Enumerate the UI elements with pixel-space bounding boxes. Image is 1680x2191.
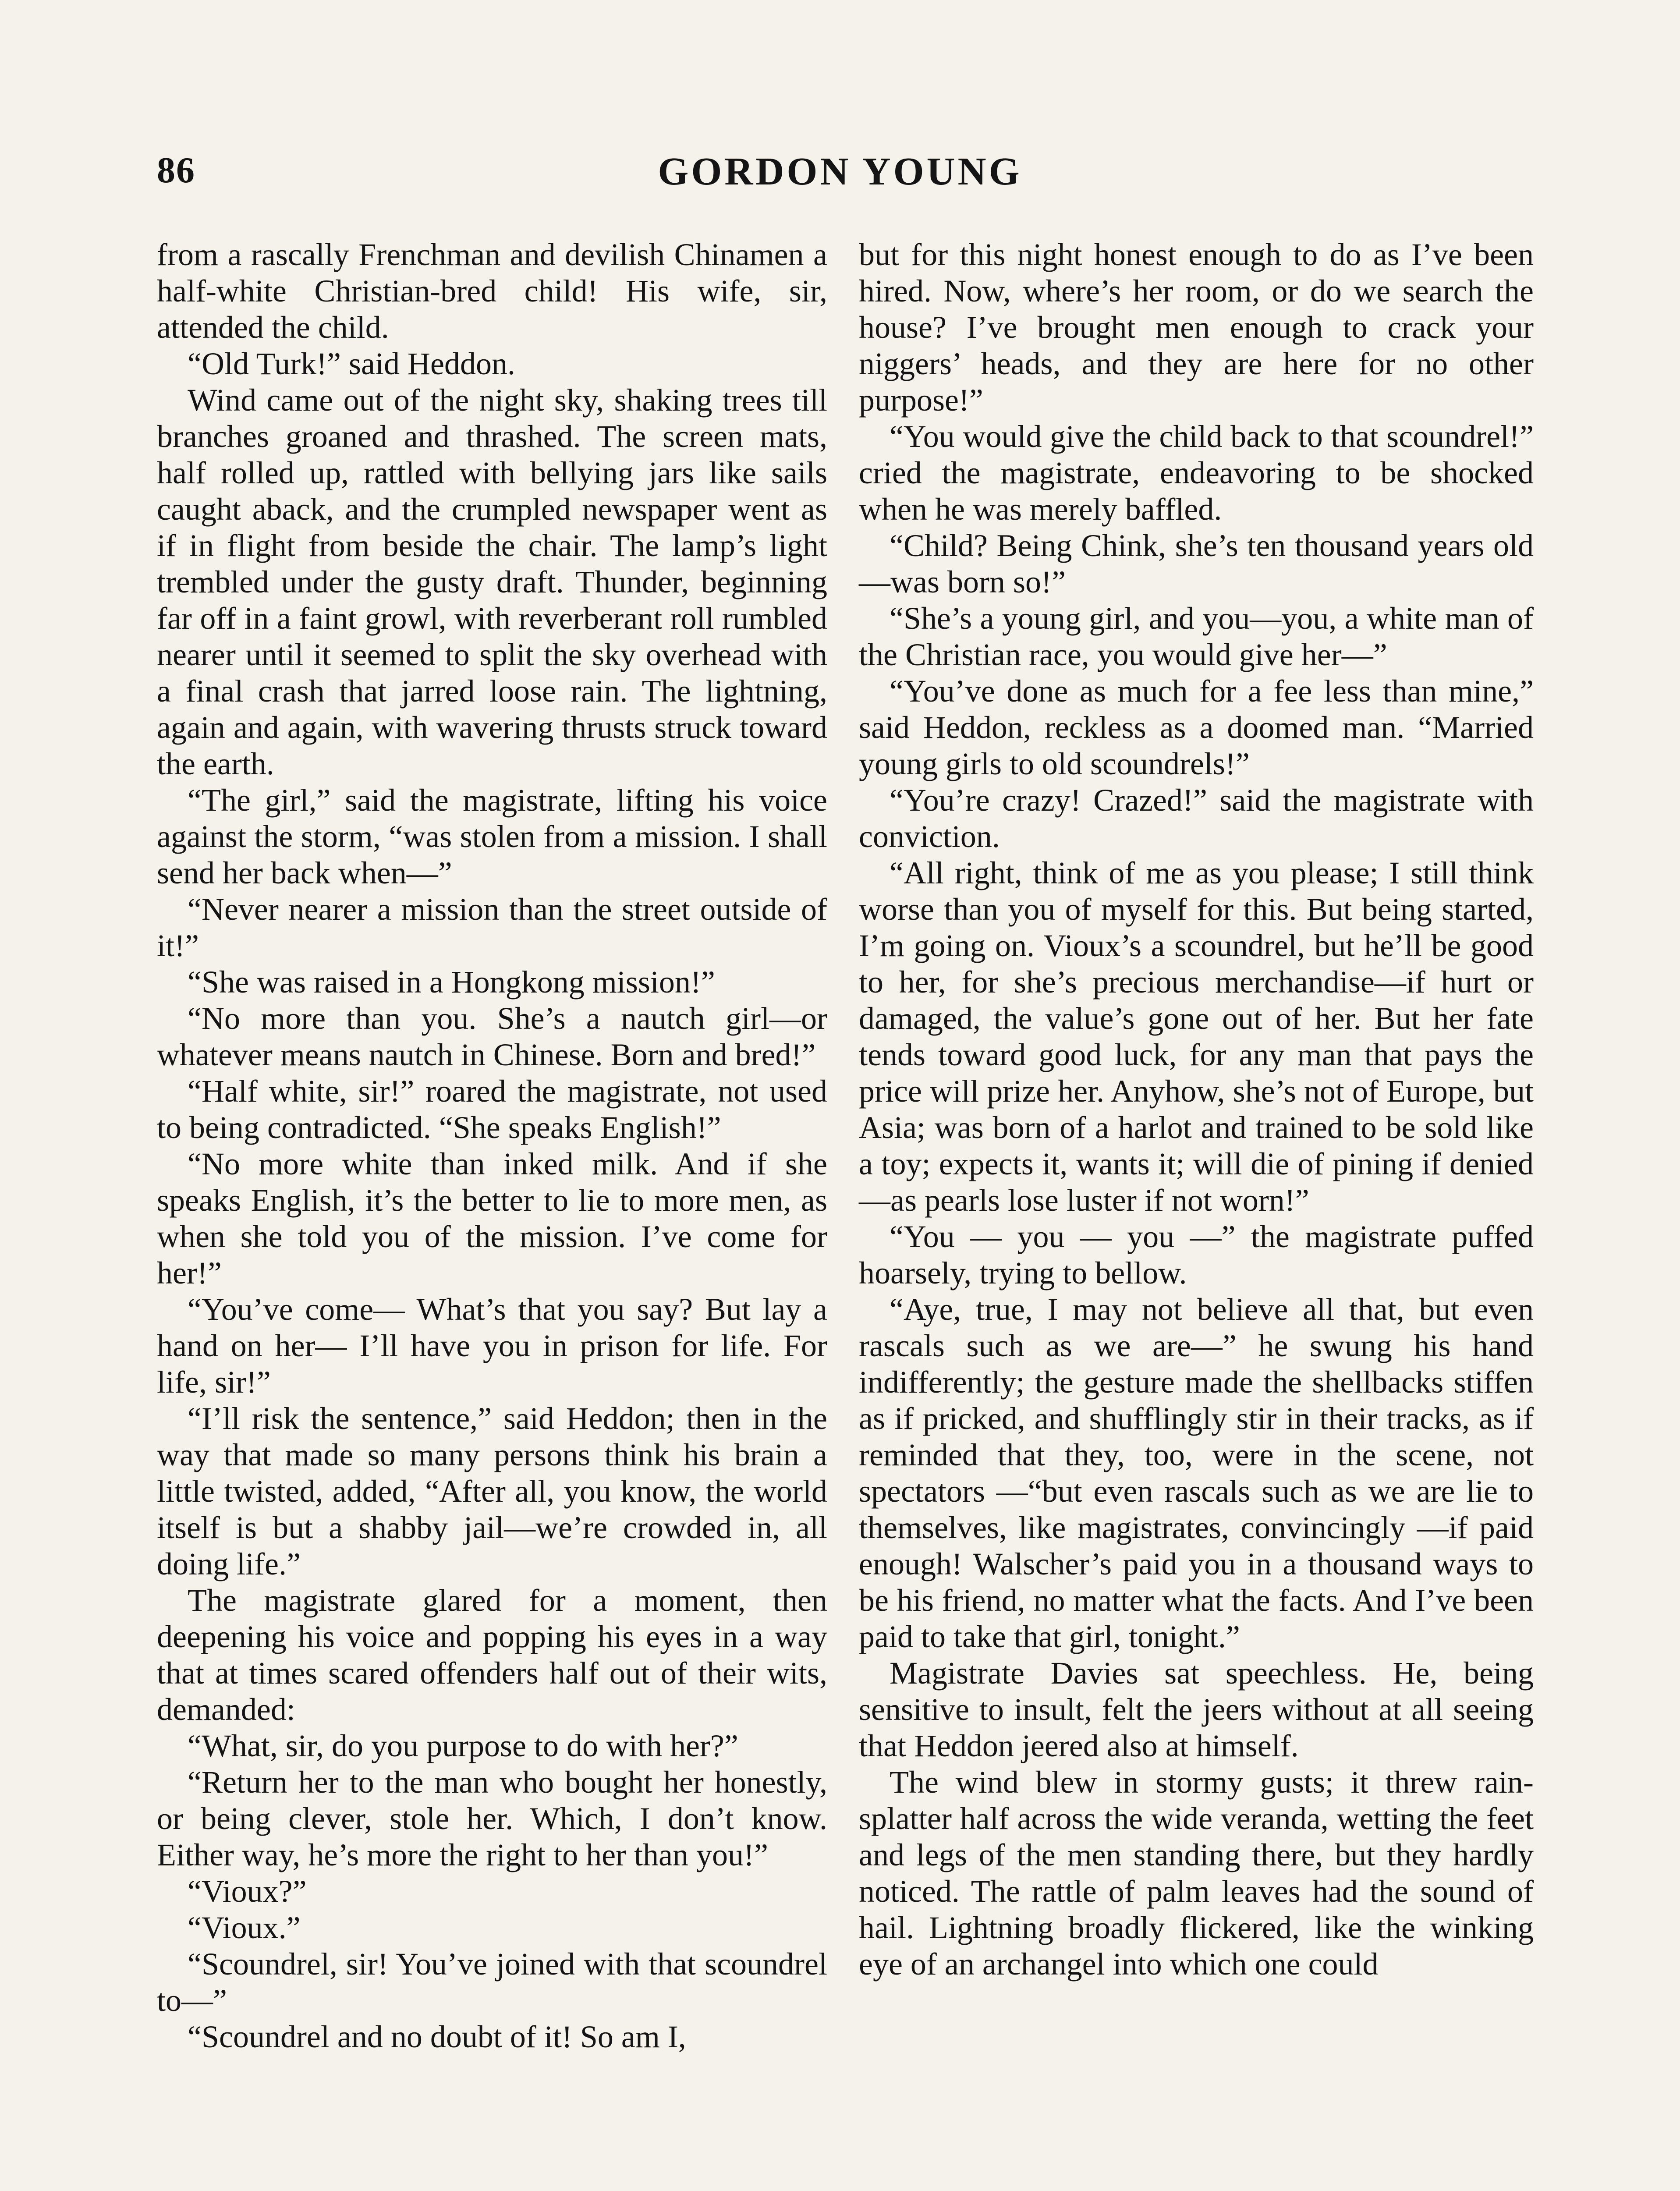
paragraph: “Scoundrel, sir! You’ve joined with that scoundrel to—” <box>157 1946 827 2018</box>
paragraph: “I’ll risk the sentence,” said Heddon; then in the way that made so many persons think his brain a little twisted, added, “After all, you know, the world itself is but a shabby jail—we’re crowded in, all doing life.” <box>157 1401 827 1581</box>
left-column <box>157 237 827 2055</box>
paragraph: The magistrate glared for a moment, then deepening his voice and popping his eyes in a way that at times scared offenders half out of their wits, demanded: <box>157 1583 827 1727</box>
paragraph: but for this night honest enough to do as I’ve been hired. Now, where’s her room, or do we search the house? I’ve brought men enough to crack your niggers’ heads, and they are here for no other purpose!” <box>859 237 1534 418</box>
paragraph: Wind came out of the night sky, shaking trees till branches groaned and thrashed. The screen mats, half rolled up, rattled with bellying jars like sails caught aback, and the crumpled newspaper went as if in flight from beside the chair. The lamp’s light trembled under the gusty draft. Thunder, beginning far off in a faint growl, with reverberant roll rumbled nearer until it seemed to split the sky overhead with a final crash that jarred loose rain. The lightning, again and again, with wavering thrusts struck toward the earth. <box>157 383 827 781</box>
paragraph: from a rascally Frenchman and devilish Chinamen a half-white Christian-bred child! His wife, sir, attended the child. <box>157 237 827 345</box>
right-column <box>859 237 1534 1982</box>
paragraph: “The girl,” said the magistrate, lifting his voice against the storm, “was stolen from a mission. I shall send her back when—” <box>157 783 827 890</box>
paragraph: “She’s a young girl, and you—you, a white man of the Christian race, you would give her—” <box>859 601 1534 672</box>
paragraph: The wind blew in stormy gusts; it threw rain-splatter half across the wide veranda, wetting the feet and legs of the men standing there, but they hardly noticed. The rattle of palm leaves had the sound of hail. Lightning broadly flickered, like the winking eye of an archangel into which one could <box>859 1765 1534 1982</box>
paragraph: Magistrate Davies sat speechless. He, being sensitive to insult, felt the jeers without at all seeing that Heddon jeered also at himself. <box>859 1656 1534 1763</box>
paragraph: “Half white, sir!” roared the magistrate, not used to being contradicted. “She speaks English!” <box>157 1074 827 1145</box>
paragraph: “You would give the child back to that scoundrel!” cried the magistrate, endeavoring to be shocked when he was merely baffled. <box>859 419 1534 527</box>
paragraph: “Never nearer a mission than the street outside of it!” <box>157 892 827 963</box>
paragraph: “You — you — you —” the magistrate puffed hoarsely, trying to bellow. <box>859 1219 1534 1290</box>
paragraph: “All right, think of me as you please; I still think worse than you of myself for this. But being started, I’m going on. Vioux’s a scoundrel, but he’ll be good to her, for she’s precious merchandise—if hurt or damaged, the value’s gone out of her. But her fate tends toward good luck, for any man that pays the price will prize her. Anyhow, she’s not of Europe, but Asia; was born of a harlot and trained to be sold like a toy; expects it, wants it; will die of pining if denied—as pearls lose luster if not worn!” <box>859 855 1534 1218</box>
paragraph: “Scoundrel and no doubt of it! So am I, <box>188 2019 686 2054</box>
running-head: GORDON YOUNG <box>658 150 1022 193</box>
paragraph: “Return her to the man who bought her honestly, or being clever, stole her. Which, I don’t know. Either way, he’s more the right to her than you!” <box>157 1765 827 1872</box>
paragraph: “You’ve come— What’s that you say? But lay a hand on her— I’ll have you in prison for life. For life, sir!” <box>157 1292 827 1400</box>
paragraph: “Aye, true, I may not believe all that, but even rascals such as we are—” he swung his hand indifferently; the gesture made the shellbacks stiffen as if pricked, and shufflingly stir in their tracks, as if reminded that they, too, were in the scene, not spectators —“but even rascals such as we are lie to themselves, like magistrates, convincingly —if paid enough! Walscher’s paid you in a thousand ways to be his friend, no matter what the facts. And I’ve been paid to take that girl, tonight.” <box>859 1292 1534 1654</box>
paragraph: “Vioux?” <box>188 1874 307 1909</box>
paragraph: “What, sir, do you purpose to do with her?” <box>188 1728 738 1763</box>
paragraph: “No more than you. She’s a nautch girl—or whatever means nautch in Chinese. Born and bred!” <box>157 1001 827 1072</box>
paragraph: “No more white than inked milk. And if she speaks English, it’s the better to lie to more men, as when she told you of the mission. I’ve come for her!” <box>157 1146 827 1290</box>
paragraph: “She was raised in a Hongkong mission!” <box>188 964 715 1000</box>
paragraph: “You’re crazy! Crazed!” said the magistrate with conviction. <box>859 783 1534 854</box>
paragraph: “You’ve done as much for a fee less than mine,” said Heddon, reckless as a doomed man. “Married young girls to old scoundrels!” <box>859 674 1534 781</box>
paragraph: “Child? Being Chink, she’s ten thousand years old—was born so!” <box>859 528 1534 599</box>
paragraph: “Vioux.” <box>188 1910 301 1945</box>
paragraph: “Old Turk!” said Heddon. <box>188 346 515 381</box>
page-number: 86 <box>157 150 195 191</box>
